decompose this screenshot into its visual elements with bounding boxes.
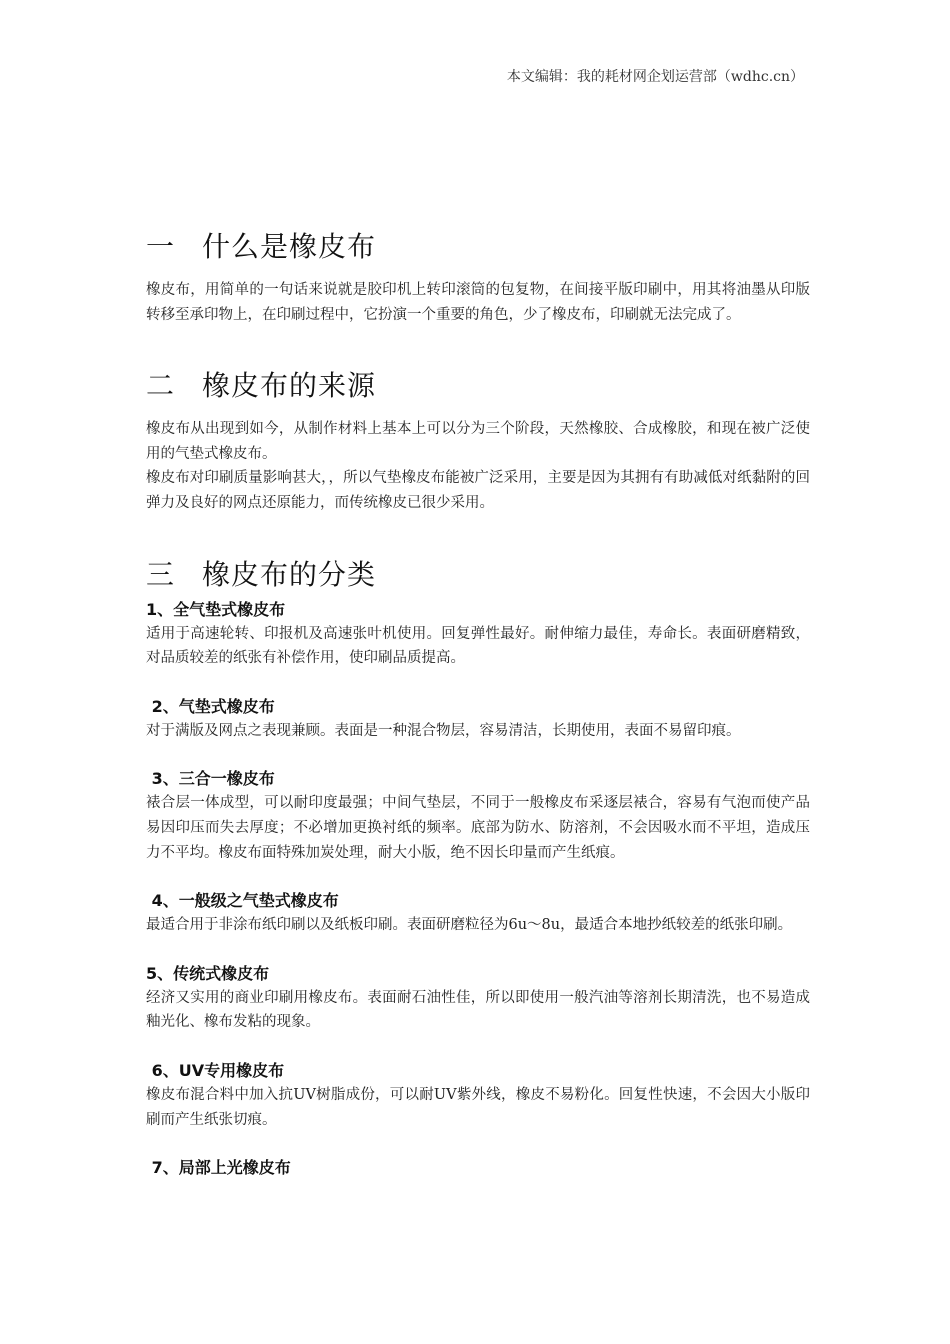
paragraph: 橡皮布混合料中加入抗UV树脂成份，可以耐UV紫外线，橡皮不易粉化。回复性快速，不会因大小版印刷而产生纸张切痕。 xyxy=(146,1086,810,1128)
paragraph: 橡皮布从出现到如今，从制作材料上基本上可以分为三个阶段，天然橡胶、合成橡胶，和现在被广泛使用的气垫式橡皮布。 xyxy=(146,421,810,462)
section-number: 一 xyxy=(146,230,176,263)
subsection-title: 6、UV专用橡皮布 xyxy=(146,1060,285,1080)
section-number: 三 xyxy=(146,557,176,591)
paragraph: 适用于高速轮转、印报机及高速张叶机使用。回复弹性最好。耐伸缩力最佳，寿命长。表面研磨精致，对品质较差的纸张有补偿作用，使印刷品质提高。 xyxy=(146,625,810,667)
paragraph: 对于满版及网点之表现兼顾。表面是一种混合物层，容易清洁，长期使用，表面不易留印痕。 xyxy=(146,722,741,739)
subsection-title: 4、一般级之气垫式橡皮布 xyxy=(146,891,339,911)
paragraph: 橡皮布，用简单的一句话来说就是胶印机上转印滚筒的包复物，在间接平版印刷中，用其将油墨从印版转移至承印物上，在印刷过程中，它扮演一个重要的角色，少了橡皮布，印刷就无法完成了。 xyxy=(146,282,810,323)
subsection-title: 7、局部上光橡皮布 xyxy=(146,1158,291,1178)
subsection-title: 1、全气垫式橡皮布 xyxy=(146,599,286,619)
section-title: 什么是橡皮布 xyxy=(202,230,377,263)
subsection-title: 5、传统式橡皮布 xyxy=(146,963,270,983)
subsection-title: 2、气垫式橡皮布 xyxy=(146,696,275,716)
section-title: 橡皮布的分类 xyxy=(202,557,377,591)
section-heading xyxy=(146,552,810,598)
document-body xyxy=(146,224,810,1180)
section-heading xyxy=(146,224,810,270)
paragraph: 裱合层一体成型，可以耐印度最强；中间气垫层，不同于一般橡皮布采逐层裱合，容易有气泡而使产品易因印压而失去厚度；不必增加更换衬纸的频率。底部为防水、防溶剂，不会因吸水而不平坦，造成压力不平均。橡皮布面特殊加炭处理，耐大小版，绝不因长印量而产生纸痕。 xyxy=(146,795,810,861)
subsection-title: 3、三合一橡皮布 xyxy=(146,769,275,789)
page-header: 本文编辑：我的耗材网企划运营部（wdhc.cn） xyxy=(506,69,804,85)
paragraph: 橡皮布对印刷质量影响甚大，，所以气垫橡皮布能被广泛采用，主要是因为其拥有有助减低对纸黏附的回弹力及良好的网点还原能力，而传统橡皮已很少采用。 xyxy=(146,470,810,511)
paragraph: 经济又实用的商业印刷用橡皮布。表面耐石油性佳，所以即使用一般汽油等溶剂长期清洗，也不易造成釉光化、橡布发粘的现象。 xyxy=(146,989,810,1031)
section-title: 橡皮布的来源 xyxy=(202,369,377,403)
paragraph: 最适合用于非涂布纸印刷以及纸板印刷。表面研磨粒径为6u～8u，最适合本地抄纸较差的纸张印刷。 xyxy=(146,917,793,934)
section-heading xyxy=(146,363,810,409)
section-number: 二 xyxy=(146,369,176,403)
